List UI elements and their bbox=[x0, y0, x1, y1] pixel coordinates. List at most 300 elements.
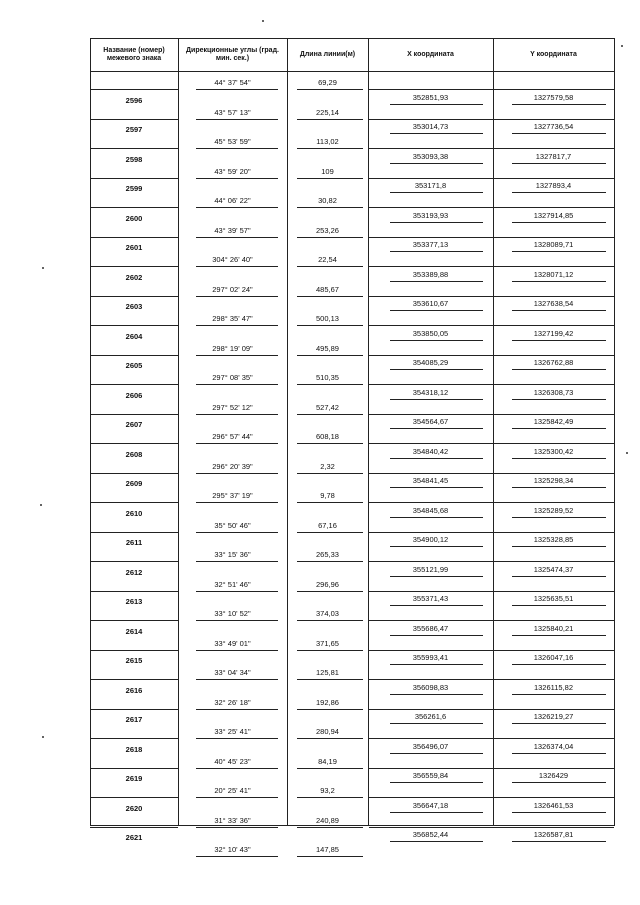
direction-angle: 31° 33' 36" bbox=[214, 815, 251, 825]
direction-angle: 33° 15' 36" bbox=[214, 550, 251, 559]
underline bbox=[196, 679, 278, 680]
point-name: 2607 bbox=[125, 420, 143, 429]
direction-angle: 297° 08' 35" bbox=[212, 373, 253, 382]
direction-angle: 304° 26' 40" bbox=[212, 255, 253, 264]
point-name: 2615 bbox=[125, 656, 143, 665]
line-length: 93,2 bbox=[320, 786, 335, 795]
point-name: 2613 bbox=[125, 597, 143, 606]
row-divider bbox=[369, 266, 614, 267]
line-length: 84,19 bbox=[318, 756, 337, 766]
x-coordinate: 355993,41 bbox=[412, 653, 449, 662]
underline bbox=[390, 458, 483, 459]
row-divider bbox=[369, 591, 614, 592]
underline bbox=[196, 620, 278, 621]
underline bbox=[512, 546, 606, 547]
underline bbox=[297, 797, 363, 798]
row-divider bbox=[90, 768, 178, 769]
underline bbox=[512, 222, 606, 223]
y-coordinate: 1325635,51 bbox=[533, 594, 574, 603]
underline bbox=[512, 723, 606, 724]
line-length: 374,03 bbox=[316, 609, 339, 618]
x-coordinate: 353093,38 bbox=[412, 151, 449, 161]
scan-speck bbox=[621, 45, 623, 47]
underline bbox=[297, 207, 363, 208]
scan-speck bbox=[42, 736, 44, 738]
row-divider bbox=[90, 296, 178, 297]
line-length: 510,35 bbox=[316, 373, 339, 382]
row-divider bbox=[90, 443, 178, 444]
direction-angle: 45° 53' 59" bbox=[214, 137, 251, 146]
row-divider bbox=[90, 178, 178, 179]
row-divider bbox=[369, 325, 614, 326]
row-divider bbox=[90, 502, 178, 503]
line-length: 280,94 bbox=[316, 727, 339, 736]
underline bbox=[297, 473, 363, 474]
underline bbox=[390, 310, 483, 311]
direction-angle: 33° 10' 52" bbox=[214, 609, 251, 618]
x-coordinate: 355686,47 bbox=[412, 623, 449, 633]
underline bbox=[297, 296, 363, 297]
row-divider bbox=[90, 119, 178, 120]
underline bbox=[512, 133, 606, 134]
underline bbox=[196, 414, 278, 415]
x-coordinate: 356559,84 bbox=[412, 771, 449, 780]
y-coordinate: 1326115,82 bbox=[533, 682, 574, 692]
underline bbox=[390, 753, 483, 754]
row-divider bbox=[90, 325, 178, 326]
line-length: 30,82 bbox=[318, 196, 337, 205]
row-divider bbox=[90, 591, 178, 592]
row-divider bbox=[90, 650, 178, 651]
underline bbox=[297, 650, 363, 651]
underline bbox=[297, 532, 363, 533]
row-divider bbox=[369, 119, 614, 120]
row-divider bbox=[369, 738, 614, 739]
table-border-right bbox=[614, 38, 615, 826]
y-coordinate: 1326219,27 bbox=[533, 712, 574, 721]
x-coordinate: 356852,44 bbox=[412, 830, 449, 839]
scan-speck bbox=[262, 20, 264, 22]
scan-speck bbox=[626, 452, 628, 454]
x-coordinate: 354840,42 bbox=[412, 446, 449, 456]
underline bbox=[196, 89, 278, 90]
underline bbox=[390, 251, 483, 252]
y-coordinate: 1325842,49 bbox=[533, 417, 574, 426]
direction-angle: 32° 51' 46" bbox=[214, 579, 251, 589]
row-divider bbox=[90, 679, 178, 680]
underline bbox=[196, 148, 278, 149]
underline bbox=[390, 399, 483, 400]
line-length: 147,85 bbox=[316, 845, 339, 854]
point-name: 2610 bbox=[125, 508, 143, 518]
point-name: 2620 bbox=[125, 803, 143, 813]
point-name: 2614 bbox=[125, 626, 143, 636]
point-name: 2621 bbox=[125, 833, 143, 842]
underline bbox=[390, 222, 483, 223]
row-divider bbox=[369, 768, 614, 769]
underline bbox=[512, 281, 606, 282]
y-coordinate: 1325840,21 bbox=[533, 623, 574, 633]
direction-angle: 33° 49' 01" bbox=[214, 638, 251, 648]
y-coordinate: 1326461,53 bbox=[533, 800, 574, 810]
underline bbox=[196, 561, 278, 562]
underline bbox=[297, 620, 363, 621]
scan-speck bbox=[42, 267, 44, 269]
underline bbox=[512, 841, 606, 842]
x-coordinate: 352851,93 bbox=[412, 92, 449, 102]
underline bbox=[196, 325, 278, 326]
underline bbox=[196, 709, 278, 710]
point-name: 2612 bbox=[125, 567, 143, 577]
row-divider bbox=[90, 237, 178, 238]
underline bbox=[297, 443, 363, 444]
line-length: 225,14 bbox=[316, 107, 339, 117]
row-divider bbox=[369, 443, 614, 444]
x-coordinate: 356098,83 bbox=[412, 682, 449, 692]
x-coordinate: 354841,45 bbox=[412, 476, 449, 485]
underline bbox=[196, 856, 278, 857]
row-divider bbox=[369, 502, 614, 503]
underline bbox=[196, 443, 278, 444]
underline bbox=[512, 369, 606, 370]
underline bbox=[512, 310, 606, 311]
direction-angle: 296° 57' 44" bbox=[212, 432, 253, 441]
direction-angle: 35° 50' 46" bbox=[214, 520, 251, 530]
direction-angle: 298° 19' 09" bbox=[212, 343, 253, 353]
y-coordinate: 1325474,37 bbox=[533, 564, 574, 574]
y-coordinate: 1328071,12 bbox=[533, 269, 574, 279]
row-divider bbox=[90, 207, 178, 208]
x-coordinate: 354085,29 bbox=[412, 358, 449, 367]
point-name: 2602 bbox=[125, 272, 143, 282]
underline bbox=[196, 178, 278, 179]
row-divider bbox=[90, 266, 178, 267]
line-length: 296,96 bbox=[316, 579, 339, 589]
row-divider bbox=[369, 709, 614, 710]
y-coordinate: 1328089,71 bbox=[533, 240, 574, 249]
underline bbox=[196, 119, 278, 120]
underline bbox=[297, 384, 363, 385]
line-length: 125,81 bbox=[316, 668, 339, 677]
x-coordinate: 353193,93 bbox=[412, 210, 449, 220]
line-length: 608,18 bbox=[316, 432, 339, 441]
point-name: 2599 bbox=[125, 184, 143, 193]
row-divider bbox=[369, 473, 614, 474]
direction-angle: 297° 02' 24" bbox=[212, 284, 253, 294]
point-name: 2617 bbox=[125, 715, 143, 724]
x-coordinate: 354318,12 bbox=[412, 387, 449, 397]
underline bbox=[297, 237, 363, 238]
row-divider bbox=[369, 207, 614, 208]
header-name: Название (номер) межевого знака bbox=[103, 46, 165, 62]
underline bbox=[390, 281, 483, 282]
underline bbox=[512, 163, 606, 164]
underline bbox=[512, 428, 606, 429]
underline bbox=[297, 414, 363, 415]
point-name: 2618 bbox=[125, 744, 143, 754]
line-length: 9,78 bbox=[320, 491, 335, 500]
underline bbox=[196, 650, 278, 651]
point-name: 2603 bbox=[125, 302, 143, 311]
underline bbox=[297, 325, 363, 326]
y-coordinate: 1327914,85 bbox=[533, 210, 574, 220]
point-name: 2611 bbox=[125, 538, 143, 547]
underline bbox=[390, 635, 483, 636]
line-length: 22,54 bbox=[318, 255, 337, 264]
underline bbox=[390, 605, 483, 606]
row-divider bbox=[90, 738, 178, 739]
underline bbox=[512, 782, 606, 783]
y-coordinate: 1325289,52 bbox=[533, 505, 574, 515]
row-divider bbox=[369, 237, 614, 238]
underline bbox=[390, 133, 483, 134]
underline bbox=[196, 797, 278, 798]
row-divider bbox=[369, 532, 614, 533]
row-divider bbox=[90, 620, 178, 621]
y-coordinate: 1327579,58 bbox=[533, 92, 574, 102]
underline bbox=[196, 266, 278, 267]
y-coordinate: 1325298,34 bbox=[533, 476, 574, 485]
y-coordinate: 1326762,88 bbox=[533, 358, 574, 367]
underline bbox=[390, 576, 483, 577]
underline bbox=[390, 841, 483, 842]
direction-angle: 32° 26' 18" bbox=[214, 697, 251, 707]
y-coordinate: 1326429 bbox=[538, 771, 569, 780]
underline bbox=[390, 340, 483, 341]
underline bbox=[512, 812, 606, 813]
underline bbox=[196, 207, 278, 208]
underline bbox=[512, 635, 606, 636]
line-length: 265,33 bbox=[316, 550, 339, 559]
header-divider bbox=[90, 71, 615, 72]
underline bbox=[390, 723, 483, 724]
row-divider bbox=[369, 384, 614, 385]
x-coordinate: 355121,99 bbox=[412, 564, 449, 574]
underline bbox=[297, 591, 363, 592]
y-coordinate: 1327638,54 bbox=[533, 299, 574, 308]
y-coordinate: 1326308,73 bbox=[533, 387, 574, 397]
underline bbox=[512, 605, 606, 606]
row-divider bbox=[369, 827, 614, 828]
line-length: 2,32 bbox=[320, 461, 335, 471]
underline bbox=[196, 384, 278, 385]
underline bbox=[297, 148, 363, 149]
row-divider bbox=[90, 797, 178, 798]
underline bbox=[297, 89, 363, 90]
row-divider bbox=[369, 89, 614, 90]
underline bbox=[512, 251, 606, 252]
underline bbox=[512, 458, 606, 459]
row-divider bbox=[369, 620, 614, 621]
underline bbox=[196, 768, 278, 769]
direction-angle: 20° 25' 41" bbox=[214, 786, 251, 795]
line-length: 495,89 bbox=[316, 343, 339, 353]
underline bbox=[297, 738, 363, 739]
direction-angle: 33° 25' 41" bbox=[214, 727, 251, 736]
underline bbox=[390, 517, 483, 518]
y-coordinate: 1326374,04 bbox=[533, 741, 574, 751]
direction-angle: 33° 04' 34" bbox=[214, 668, 251, 677]
x-coordinate: 353014,73 bbox=[412, 122, 449, 131]
header-angle: Дирекционные углы (град. мин. сек.) bbox=[186, 46, 279, 62]
row-divider bbox=[90, 355, 178, 356]
point-name: 2597 bbox=[125, 125, 143, 134]
row-divider bbox=[369, 650, 614, 651]
y-coordinate: 1327893,4 bbox=[535, 181, 572, 190]
underline bbox=[390, 812, 483, 813]
y-coordinate: 1326047,16 bbox=[533, 653, 574, 662]
y-coordinate: 1327817,7 bbox=[535, 151, 572, 161]
underline bbox=[196, 827, 278, 828]
underline bbox=[297, 827, 363, 828]
row-divider bbox=[369, 296, 614, 297]
underline bbox=[297, 856, 363, 857]
underline bbox=[297, 502, 363, 503]
y-coordinate: 1325300,42 bbox=[533, 446, 574, 456]
underline bbox=[297, 355, 363, 356]
underline bbox=[390, 782, 483, 783]
row-divider bbox=[90, 384, 178, 385]
direction-angle: 297° 52' 12" bbox=[212, 402, 253, 412]
row-divider bbox=[90, 89, 178, 90]
header-x: X координата bbox=[407, 50, 454, 58]
x-coordinate: 354900,12 bbox=[412, 535, 449, 544]
row-divider bbox=[90, 473, 178, 474]
header-y: Y координата bbox=[530, 50, 577, 58]
row-divider bbox=[90, 827, 178, 828]
x-coordinate: 353610,67 bbox=[412, 299, 449, 308]
line-length: 253,26 bbox=[316, 225, 339, 235]
x-coordinate: 353850,05 bbox=[412, 328, 449, 338]
underline bbox=[512, 192, 606, 193]
coordinates-table bbox=[90, 38, 614, 854]
line-length: 500,13 bbox=[316, 314, 339, 323]
underline bbox=[512, 517, 606, 518]
direction-angle: 44° 06' 22" bbox=[214, 196, 251, 205]
underline bbox=[512, 487, 606, 488]
x-coordinate: 353389,88 bbox=[412, 269, 449, 279]
point-name: 2600 bbox=[125, 213, 143, 223]
underline bbox=[390, 192, 483, 193]
underline bbox=[390, 428, 483, 429]
direction-angle: 43° 59' 20" bbox=[214, 166, 251, 176]
row-divider bbox=[90, 532, 178, 533]
underline bbox=[390, 163, 483, 164]
row-divider bbox=[369, 414, 614, 415]
x-coordinate: 353377,13 bbox=[412, 240, 449, 249]
underline bbox=[297, 561, 363, 562]
point-name: 2596 bbox=[125, 95, 143, 105]
underline bbox=[297, 178, 363, 179]
underline bbox=[390, 104, 483, 105]
line-length: 113,02 bbox=[316, 137, 339, 146]
row-divider bbox=[369, 797, 614, 798]
underline bbox=[512, 340, 606, 341]
direction-angle: 43° 57' 13" bbox=[214, 107, 251, 117]
underline bbox=[196, 532, 278, 533]
underline bbox=[390, 546, 483, 547]
row-divider bbox=[90, 414, 178, 415]
y-coordinate: 1326587,81 bbox=[533, 830, 574, 839]
direction-angle: 40° 45' 23" bbox=[214, 756, 251, 766]
row-divider bbox=[369, 148, 614, 149]
point-name: 2604 bbox=[125, 331, 143, 341]
row-divider bbox=[369, 178, 614, 179]
x-coordinate: 353171,8 bbox=[414, 181, 447, 190]
point-name: 2608 bbox=[125, 449, 143, 459]
underline bbox=[512, 576, 606, 577]
line-length: 371,65 bbox=[316, 638, 339, 648]
line-length: 69,29 bbox=[318, 78, 337, 87]
x-coordinate: 355371,43 bbox=[412, 594, 449, 603]
row-divider bbox=[369, 679, 614, 680]
underline bbox=[297, 119, 363, 120]
underline bbox=[196, 591, 278, 592]
line-length: 527,42 bbox=[316, 402, 339, 412]
underline bbox=[297, 679, 363, 680]
underline bbox=[196, 473, 278, 474]
underline bbox=[297, 709, 363, 710]
line-length: 240,89 bbox=[316, 815, 339, 825]
line-length: 67,16 bbox=[318, 520, 337, 530]
direction-angle: 32° 10' 43" bbox=[214, 845, 251, 854]
x-coordinate: 356496,07 bbox=[412, 741, 449, 751]
underline bbox=[196, 296, 278, 297]
underline bbox=[512, 694, 606, 695]
point-name: 2606 bbox=[125, 390, 143, 400]
row-divider bbox=[369, 355, 614, 356]
row-divider bbox=[90, 148, 178, 149]
underline bbox=[297, 266, 363, 267]
point-name: 2601 bbox=[125, 243, 143, 252]
x-coordinate: 356261,6 bbox=[414, 712, 447, 721]
row-divider bbox=[369, 561, 614, 562]
direction-angle: 43° 39' 57" bbox=[214, 225, 251, 235]
x-coordinate: 354845,68 bbox=[412, 505, 449, 515]
y-coordinate: 1327736,54 bbox=[533, 122, 574, 131]
underline bbox=[196, 237, 278, 238]
underline bbox=[297, 768, 363, 769]
underline bbox=[390, 694, 483, 695]
line-length: 485,67 bbox=[316, 284, 339, 294]
underline bbox=[390, 487, 483, 488]
scan-speck bbox=[40, 504, 42, 506]
underline bbox=[390, 369, 483, 370]
underline bbox=[196, 355, 278, 356]
y-coordinate: 1327199,42 bbox=[533, 328, 574, 338]
row-divider bbox=[90, 561, 178, 562]
header-length: Длина линии(м) bbox=[299, 50, 356, 58]
point-name: 2609 bbox=[125, 479, 143, 488]
point-name: 2619 bbox=[125, 774, 143, 783]
point-name: 2605 bbox=[125, 361, 143, 370]
underline bbox=[512, 664, 606, 665]
line-length: 109 bbox=[321, 166, 334, 176]
point-name: 2616 bbox=[125, 685, 143, 695]
underline bbox=[390, 664, 483, 665]
direction-angle: 296° 20' 39" bbox=[212, 461, 253, 471]
underline bbox=[512, 753, 606, 754]
row-divider bbox=[90, 709, 178, 710]
underline bbox=[512, 104, 606, 105]
line-length: 192,86 bbox=[316, 697, 339, 707]
underline bbox=[512, 399, 606, 400]
y-coordinate: 1325328,85 bbox=[533, 535, 574, 544]
underline bbox=[196, 738, 278, 739]
underline bbox=[196, 502, 278, 503]
point-name: 2598 bbox=[125, 154, 143, 164]
direction-angle: 44° 37' 54" bbox=[214, 78, 251, 87]
